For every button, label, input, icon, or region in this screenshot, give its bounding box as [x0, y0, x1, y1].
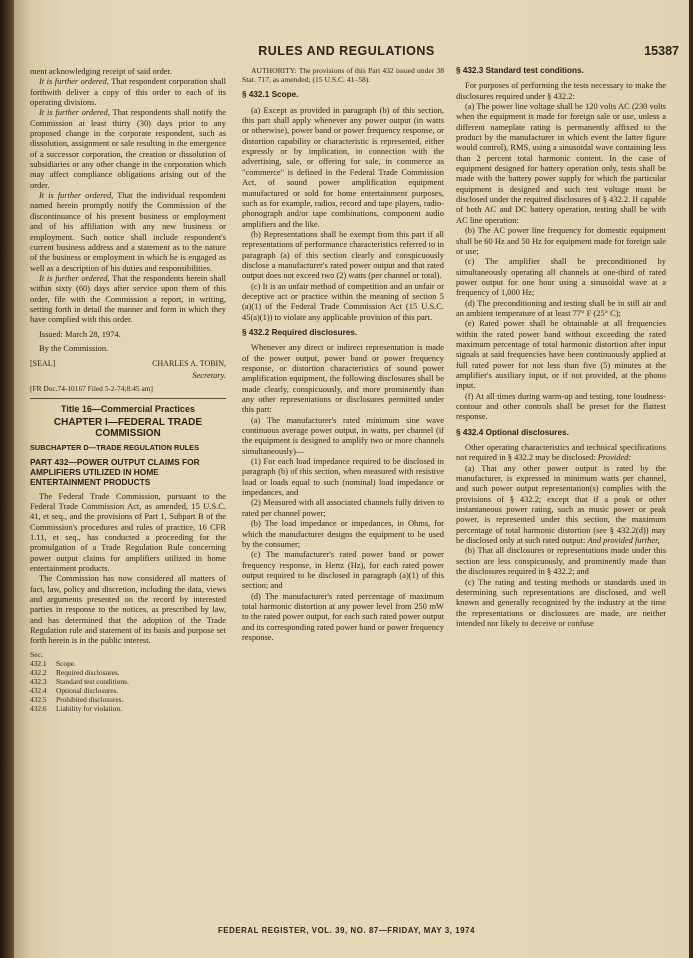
subchapter-heading: SUBCHAPTER D—TRADE REGULATION RULES	[30, 443, 200, 453]
by-commission: By the Commission.	[39, 342, 109, 353]
title-heading: Title 16—Commercial Practices	[61, 403, 195, 414]
divider	[30, 398, 226, 399]
column-right	[456, 66, 666, 628]
section-heading: § 432.4 Optional disclosures.	[456, 427, 569, 437]
paragraph: (2) Measured with all associated channels fully driven to rated per channel power;	[242, 497, 444, 518]
emphasis: It is further ordered,	[39, 190, 114, 201]
part-heading: PART 432—POWER OUTPUT CLAIMS FOR AMPLIFIERS UTILIZED IN HOME ENTERTAINMENT PRODUCTS	[30, 456, 200, 487]
emphasis: It is further ordered,	[39, 107, 110, 118]
binding-spine	[0, 0, 14, 958]
page-number: 15387	[644, 44, 679, 58]
paragraph: (b) The load impedance or impedances, in Ohms, for which the manufacturer designs the equipment to be used by the consumer;	[242, 518, 444, 549]
paragraph: The Commission has now considered all matters of fact, law, policy and discretion, including the data, views and arguments presented on the record by interested parties in response to the notices, as prescribed by law, and has determined that the adoption of the Trade Regulation rule and statement of its basis and purpose set forth herein is in the public interest.	[30, 573, 226, 646]
toc-title: Optional disclosures.	[56, 685, 119, 695]
paragraph: (d) The preconditioning and testing shall be in still air and an ambient temperature of at least 77° F (25° C);	[456, 297, 666, 318]
paragraph	[30, 76, 226, 107]
paragraph: (c) It is an unfair method of competition and an unfair or deceptive act or practice within the meaning of section 5 (a)(1) of the Federal Trade Commission Act (15 U.S.C. 45(a)(1)) to violate any applicable provision of this part.	[242, 280, 444, 322]
toc-number: 432.1	[30, 659, 47, 669]
paragraph: Whenever any direct or indirect representation is made of the power output, power band or power frequency response, or distortion characteristics of sound power amplification equipment, the following disclosures shall be made clearly, conspicuously, and more prominently than any other representations or disclosures permitted under this part:	[242, 342, 444, 415]
running-header-title: RULES AND REGULATIONS	[258, 44, 435, 58]
paragraph: (f) At all times during warm-up and testing, tone loudness-contour and other controls shall be preset for the flattest response.	[456, 390, 666, 422]
fr-doc-line: [FR Doc.74-10167 Filed 5-2-74;8:45 am]	[30, 383, 153, 393]
paragraph: (1) For each load impedance required to be disclosed in paragraph (b) of this section, when measured with resistive load or loads equal to such (nominal) load impedance or impedances, and	[242, 456, 444, 498]
paragraph-text: Other operating characteristics and technical specifications not required in § 432.2 may be disclosed:	[456, 442, 666, 463]
paragraph: (b) That all disclosures or representations made under this section are less conspicuously, and prominently made than the disclosures required in § 432.2; and	[456, 545, 666, 577]
toc-title: Scope.	[56, 659, 76, 669]
toc-number: 432.4	[30, 685, 47, 695]
emphasis: Provided:	[597, 452, 632, 463]
toc-title: Required disclosures.	[56, 668, 120, 678]
paragraph-text: That the respondents herein shall within sixty (60) days after service upon them of this order, file with the Commission a report, in writing, setting forth in detail the manner and form in which they have complied with this order.	[30, 272, 226, 325]
paragraph-text: (a) That any other power output is rated by the manufacturer, is expressed in minimum watts per channel, and such power output representation(s) complies with the provisions of § 432.2; except that if a peak or other instantaneous power rating, such as music power or peak power, is represented under this section, the maximum percentage of total harmonic distortion (see § 432.2(d)) may be disclosed only at such rated output:	[456, 462, 666, 546]
issued-date: Issued: March 28, 1974.	[39, 328, 121, 339]
toc-number: 432.6	[30, 703, 47, 713]
section-heading: § 432.2 Required disclosures.	[242, 327, 358, 337]
paragraph-text: That respondents shall notify the Commission at least thirty (30) days prior to any proposed change in the corporate respondent, such as dissolution, assignment or sale resulting in the emergence of a successor corporation, the creation or dissolution of subsidiaries or any other change in the corporation which may affect compliance obligations arising out of the order.	[30, 107, 227, 190]
section-heading: § 432.3 Standard test conditions.	[456, 66, 584, 75]
paragraph: (c) The rating and testing methods or standards used in determining such representations are disclosed, and well known and generally recognized by the industry at the time the representations or disclosures are made, are neither intended nor likely to deceive or confuse	[456, 576, 666, 628]
paragraph: (d) The manufacturer's rated percentage of maximum total harmonic distortion at any power level from 250 mW to the rated power output, for each such rated power output and its corresponding rated power band or power frequency response.	[242, 590, 444, 642]
signer-name: CHARLES A. TOBIN,	[152, 359, 226, 369]
paragraph	[456, 463, 666, 546]
paragraph: (e) Rated power shall be obtainable at all frequencies within the rated power band without exceeding the rated maximum percentage of total harmonic distortion after input signals at said frequencies have been continuously applied at full rated power for not less than five (5) minutes at the amplifier's auxiliary input, or if not provided, at the phono input.	[456, 318, 666, 391]
toc-number: 432.2	[30, 668, 47, 678]
chapter-heading: CHAPTER I—FEDERAL TRADE COMMISSION	[53, 417, 203, 440]
paragraph: (a) The manufacturer's rated minimum sine wave continuous average power output, in watts, per channel (if the equipment is designed to amplify two or more channels simultaneously)—	[242, 414, 444, 456]
paragraph	[30, 190, 226, 273]
paragraph	[456, 442, 666, 463]
toc-number: 432.3	[30, 676, 47, 686]
paragraph: For purposes of performing the tests necessary to make the disclosures required under § 432.2:	[456, 80, 666, 101]
paragraph-text: That the individual respondent named herein promptly notify the Commission of the discontinuance of his present business or employment and of his affiliation with any new business or employment. Such notice shall include respondent's current business address and a statement as to the nature of the business or employment in which he is engaged as well as a description of his duties and responsibilities.	[30, 190, 226, 273]
authority-note: AUTHORITY: The provisions of this Part 432 issued under 38 Stat. 717, as amended; (15 U.S.C. 41–58).	[242, 66, 444, 85]
toc-title: Liability for violation.	[56, 703, 122, 713]
toc-title: Prohibited disclosures.	[56, 694, 124, 704]
toc-heading: Sec.	[30, 649, 43, 659]
table-of-sections	[30, 660, 226, 713]
paragraph: (b) The AC power line frequency for domestic equipment shall be 60 Hz and 50 Hz for equipment made for foreign sale or use;	[456, 225, 666, 256]
paragraph: (a) Except as provided in paragraph (b) of this section, this part shall apply whenever any power output (in watts or otherwise), power band or power frequency response, or distortion capability or characteristic is represented, either expressly or by implication, in connection with the advertising, sale, or offering for sale, in commerce as "commerce" is defined in the Federal Trade Commission Act, of sound power amplification equipment manufactured or sold for home entertainment purposes, such as for example, radios, record and tape players, radio-phonograph and/or tape combinations, component audio amplifiers and the like.	[242, 104, 444, 229]
section-heading: § 432.1 Scope.	[242, 90, 299, 100]
page-footer: FEDERAL REGISTER, VOL. 39, NO. 87—FRIDAY, MAY 3, 1974	[217, 926, 476, 935]
emphasis: It is further ordered,	[39, 76, 109, 87]
toc-item	[30, 705, 226, 714]
paragraph: (a) The power line voltage shall be 120 volts AC (230 volts when the equipment is made for foreign sale or use, unless a different nameplate rating is permanently affixed to the product by the manufacturer in which event the latter figure would control), RMS, using a sinusoidal wave containing less than 2 percent total harmonic content. In the case of equipment designed for battery operation only, tests shall be made with the battery power supply for which the particular equipment is designed and such test voltage must be disclosed under the required disclosures of § 432.2. If capable of both AC and DC battery operation, testing shall be with AC line operation:	[456, 101, 666, 225]
signature-block	[30, 359, 226, 369]
paragraph: ment acknowledging receipt of said order.	[30, 66, 172, 76]
signer-title: Secretary.	[192, 369, 226, 380]
paragraph: The Federal Trade Commission, pursuant to the Federal Trade Commission Act, as amended, 15 U.S.C. 41, et seq., and the provisions of Part 1, Subpart B of the Commission's procedures and rules of practice, 16 CFR 1.11, et seq., has conducted a proceeding for the promulgation of a Trade Regulation Rule concerning power output claims for amplifiers utilized in home entertainment products.	[30, 490, 226, 574]
column-middle	[242, 66, 444, 642]
paragraph: (c) The manufacturer's rated power band or power frequency response, in Hertz (Hz), for each rated power output required to be disclosed in paragraph (a)(1) of this section; and	[242, 549, 444, 591]
paragraph-text: That respondent corporation shall forthwith deliver a copy of this order to each of its operating divisions.	[30, 76, 226, 108]
toc-number: 432.5	[30, 694, 47, 704]
seal-label: [SEAL]	[30, 359, 56, 369]
paragraph: (b) Representations shall be exempt from this part if all representations of performance characteristics referred to in paragraph (a) of this section clearly and conspicuously disclose a manufacturer's rated power output and that rated output does not exceed two (2) watts (per channel or total).	[242, 228, 444, 281]
emphasis: And provided further,	[587, 535, 660, 546]
column-left	[30, 66, 226, 714]
paragraph	[30, 273, 226, 325]
paragraph: (c) The amplifier shall be preconditioned by simultaneously operating all channels at one-third of rated power output for one hour using a sinusoidal wave at a frequency of 1,000 Hz;	[456, 256, 666, 298]
paragraph	[30, 107, 226, 190]
emphasis: It is further ordered,	[39, 272, 110, 283]
toc-title: Standard test conditions.	[56, 676, 129, 686]
